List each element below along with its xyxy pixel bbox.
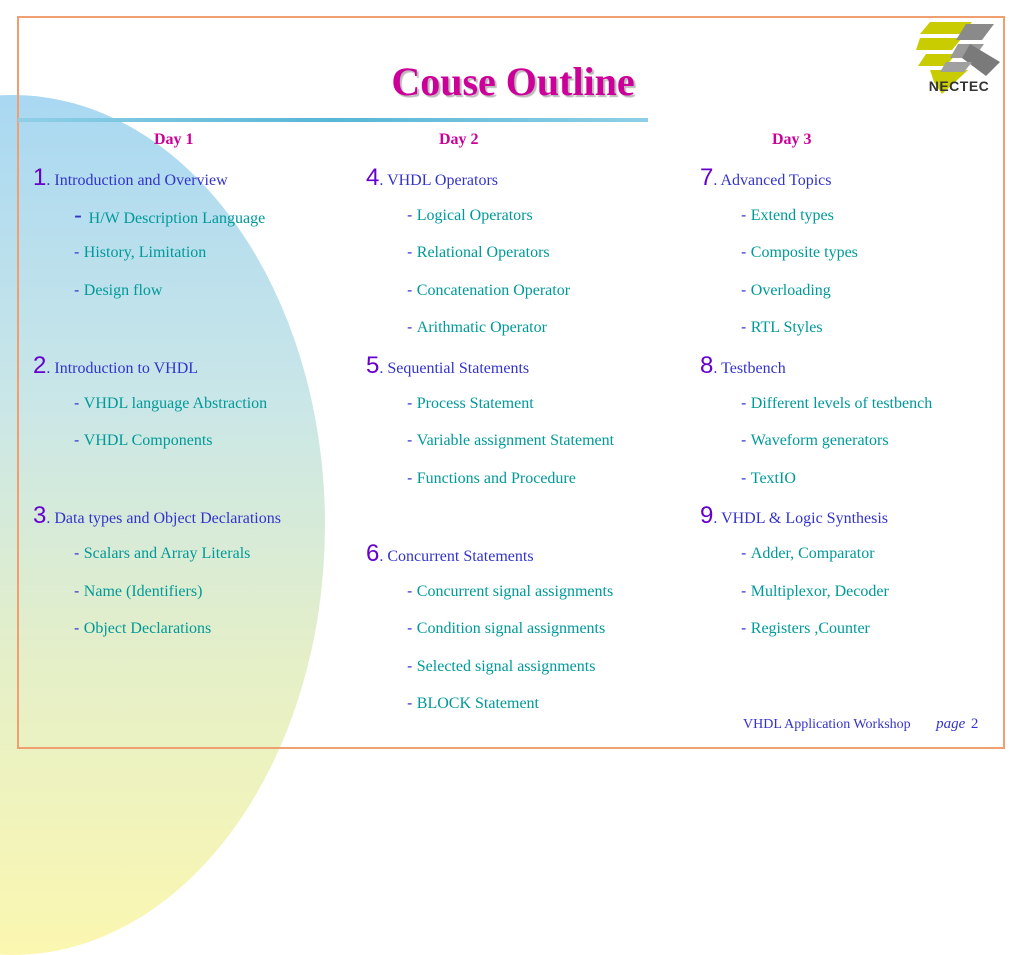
subtopic-text: Logical Operators [416, 206, 533, 224]
bullet-dash-icon: - [407, 469, 417, 487]
bullet-dash-icon: - [74, 394, 84, 412]
topic-number: 1 [33, 164, 47, 191]
topic-title: . Advanced Topics [713, 172, 832, 189]
topic-title: . VHDL & Logic Synthesis [713, 510, 889, 528]
bullet-dash-icon: - [741, 206, 751, 224]
topic-list [700, 165, 932, 654]
bullet-dash-icon: - [741, 319, 751, 337]
subtopic-row [33, 391, 281, 429]
subtopic-row [366, 579, 614, 617]
bullet-dash-icon: - [407, 394, 417, 412]
subtopic-row [366, 315, 614, 353]
topic-row [366, 353, 614, 391]
subtopic-text: Variable assignment Statement [416, 432, 615, 450]
subtopic-text: Waveform generators [750, 432, 889, 450]
subtopic-row [700, 203, 932, 241]
bullet-dash-icon: - [407, 620, 417, 638]
subtopic-row [33, 203, 281, 241]
subtopic-text: Different levels of testbench [750, 394, 933, 412]
bullet-dash-icon: - [741, 281, 751, 299]
subtopic-row [33, 428, 281, 466]
page-number: 2 [970, 716, 979, 732]
subtopic-row [700, 579, 932, 617]
day-heading: Day 1 [154, 131, 194, 148]
topic-title: . Data types and Object Declarations [46, 510, 281, 528]
page-label: page [936, 716, 966, 732]
bullet-dash-icon: - [407, 582, 417, 600]
subtopic-text: Composite types [750, 244, 858, 262]
subtopic-row [366, 616, 614, 654]
subtopic-text: RTL Styles [750, 319, 823, 337]
bullet-dash-icon: - [741, 469, 751, 487]
topic-title: . Sequential Statements [379, 359, 530, 377]
topic-row [33, 503, 281, 541]
subtopic-row [33, 278, 281, 316]
topic-number: 4 [366, 164, 380, 191]
bullet-dash-icon: - [741, 432, 751, 450]
subtopic-text: BLOCK Statement [416, 695, 539, 713]
topic-row [33, 165, 281, 203]
subtopic-row [366, 240, 614, 278]
bullet-dash-icon: - [741, 394, 751, 412]
bullet-dash-icon: - [741, 582, 751, 600]
subtopic-text: Process Statement [416, 394, 534, 412]
topic-number: 8 [700, 351, 714, 379]
topic-row [366, 541, 614, 579]
subtopic-text: Object Declarations [83, 620, 212, 638]
blank-row [33, 315, 281, 353]
topic-number: 9 [700, 502, 714, 530]
subtopic-text: Concatenation Operator [416, 281, 571, 299]
topic-number: 2 [33, 351, 47, 379]
bullet-dash-icon: - [407, 281, 417, 299]
topic-row [33, 353, 281, 391]
subtopic-row [366, 466, 614, 504]
bullet-dash-icon: - [407, 319, 417, 337]
subtopic-text: Registers ,Counter [750, 620, 870, 638]
subtopic-text: Relational Operators [416, 244, 550, 262]
subtopic-row [700, 466, 932, 504]
subtopic-text: Condition signal assignments [416, 620, 606, 638]
bullet-dash-icon: - [74, 432, 84, 450]
topic-title: . Introduction and Overview [46, 172, 228, 189]
subtopic-text: Selected signal assignments [416, 657, 596, 675]
subtopic-row [366, 203, 614, 241]
topic-number: 7 [700, 164, 714, 191]
topic-row [700, 165, 932, 203]
bullet-dash-icon: - [407, 432, 417, 450]
subtopic-text: Concurrent signal assignments [416, 582, 614, 600]
topic-row [366, 165, 614, 203]
topic-list [366, 165, 614, 729]
subtopic-text: Extend types [750, 206, 834, 224]
day-heading: Day 2 [439, 131, 479, 148]
blank-row [366, 503, 614, 541]
topic-number: 6 [366, 539, 380, 567]
subtopic-text: Scalars and Array Literals [83, 544, 251, 562]
blank-row [33, 466, 281, 504]
bullet-dash-icon: - [741, 244, 751, 262]
bullet-dash-icon: - [407, 244, 417, 262]
topic-number: 5 [366, 351, 380, 379]
topic-row [700, 503, 932, 541]
bullet-dash-icon: - [74, 544, 84, 562]
subtopic-row [366, 428, 614, 466]
day-heading: Day 3 [772, 131, 812, 148]
bullet-dash-icon: - [407, 206, 417, 224]
subtopic-text: Overloading [750, 281, 831, 299]
topic-number: 3 [33, 502, 47, 530]
subtopic-row [700, 240, 932, 278]
subtopic-text: VHDL Components [83, 432, 213, 450]
subtopic-row [700, 541, 932, 579]
subtopic-text: Arithmatic Operator [416, 319, 547, 337]
subtopic-text: TextIO [750, 469, 796, 487]
subtopic-row [700, 616, 932, 654]
subtopic-text: Adder, Comparator [750, 544, 875, 562]
subtopic-row [700, 278, 932, 316]
title-underline [18, 118, 648, 122]
topic-row [700, 353, 932, 391]
workshop-name: VHDL Application Workshop [743, 717, 911, 732]
subtopic-text: H/W Description Language [88, 209, 266, 227]
subtopic-row [33, 541, 281, 579]
subtopic-row [366, 654, 614, 692]
subtopic-row [366, 278, 614, 316]
bullet-dash-icon: - [741, 620, 751, 638]
subtopic-row [366, 691, 614, 729]
bullet-dash-icon: - [74, 281, 84, 299]
subtopic-row [33, 616, 281, 654]
subtopic-text: Multiplexor, Decoder [750, 582, 889, 600]
logo-text: NECTEC [928, 78, 990, 94]
topic-title: . Introduction to VHDL [46, 359, 199, 377]
bullet-dash-icon: - [74, 201, 89, 229]
slide-title: Couse Outline [391, 59, 635, 104]
subtopic-text: Design flow [83, 281, 163, 299]
topic-list [33, 165, 281, 654]
subtopic-row [366, 391, 614, 429]
bullet-dash-icon: - [74, 244, 84, 262]
bullet-dash-icon: - [741, 544, 751, 562]
bullet-dash-icon: - [74, 620, 84, 638]
topic-title: . VHDL Operators [379, 172, 498, 189]
bullet-dash-icon: - [407, 657, 417, 675]
subtopic-text: Name (Identifiers) [83, 582, 203, 600]
bullet-dash-icon: - [407, 695, 417, 713]
slide-footer [743, 716, 978, 733]
topic-title: . Concurrent Statements [379, 547, 534, 565]
subtopic-text: History, Limitation [83, 244, 207, 262]
subtopic-row [33, 240, 281, 278]
subtopic-row [700, 315, 932, 353]
subtopic-row [33, 579, 281, 617]
topic-title: . Testbench [713, 359, 786, 377]
subtopic-text: Functions and Procedure [416, 469, 576, 487]
bullet-dash-icon: - [74, 582, 84, 600]
subtopic-text: VHDL language Abstraction [83, 394, 268, 412]
subtopic-row [700, 391, 932, 429]
subtopic-row [700, 428, 932, 466]
